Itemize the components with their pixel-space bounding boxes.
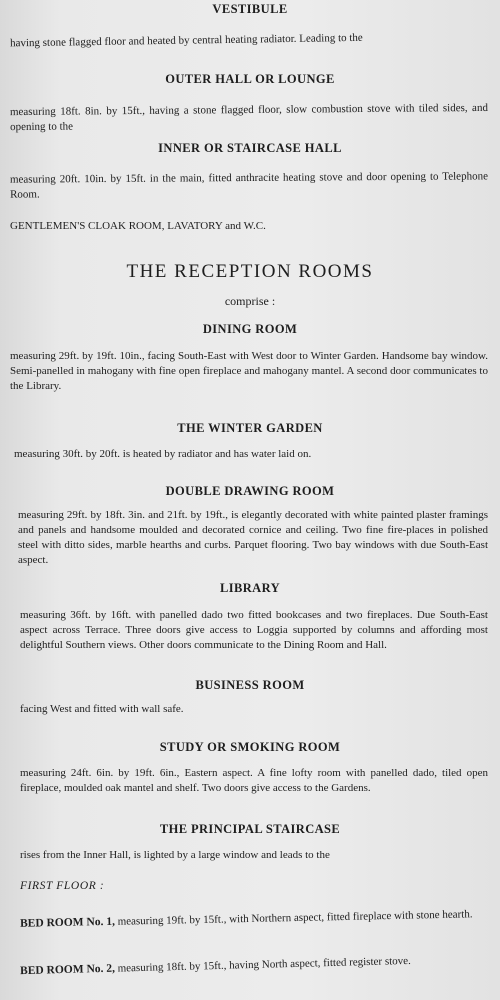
bed-room-1-label: BED ROOM No. 1,	[19, 915, 116, 930]
vestibule-text: having stone flagged floor and heated by central heating radiator. Leading to the	[9, 31, 363, 50]
inner-hall-text: measuring 20ft. 10in. by 15ft. in the main, fitted anthracite heating stove and door opening to Telephone Room.	[9, 170, 488, 201]
dining-room-heading: DINING ROOM	[202, 322, 298, 336]
staircase-heading: THE PRINCIPAL STAIRCASE	[159, 822, 341, 836]
bed-room-2-entry	[20, 952, 490, 979]
study-text: measuring 24ft. 6in. by 19ft. 6in., Eastern aspect. A fine lofty room with panelled dado, tiled open fireplace, moulded oak mantel and shelf. Two doors give access to the Gardens.	[20, 767, 488, 794]
winter-garden-heading: THE WINTER GARDEN	[177, 421, 323, 435]
cloak-room-text: GENTLEMEN'S CLOAK ROOM, LAVATORY and W.C.	[10, 220, 266, 232]
bed-room-1-text: measuring 19ft. by 15ft., with Northern aspect, fitted fireplace with stone hearth.	[117, 908, 473, 928]
reception-rooms-subtitle: comprise :	[224, 294, 276, 308]
bed-room-1-entry	[20, 907, 476, 932]
staircase-text: rises from the Inner Hall, is lighted by a large window and leads to the	[20, 849, 330, 861]
reception-rooms-title: THE RECEPTION ROOMS	[126, 261, 374, 282]
winter-garden-text: measuring 30ft. by 20ft. is heated by radiator and has water laid on.	[14, 448, 312, 460]
outer-hall-text: measuring 18ft. 8in. by 15ft., having a stone flagged floor, slow combustion stove with tiled sides, and opening to the	[9, 101, 488, 134]
vestibule-heading: VESTIBULE	[212, 2, 288, 16]
inner-hall-heading: INNER OR STAIRCASE HALL	[158, 141, 342, 155]
study-heading: STUDY OR SMOKING ROOM	[159, 740, 341, 754]
library-text: measuring 36ft. by 16ft. with panelled dado two fitted bookcases and two fireplaces. Due South-East aspect across Terrace. Three doors give access to Loggia supported by columns and affording most delightful Southern views. Other doors communicate to the Dining Room and Hall.	[20, 609, 488, 651]
outer-hall-heading: OUTER HALL OR LOUNGE	[165, 72, 335, 86]
business-room-heading: BUSINESS ROOM	[195, 678, 305, 692]
library-heading: LIBRARY	[219, 581, 280, 595]
bed-room-2-text: measuring 18ft. by 15ft., having North aspect, fitted register stove.	[117, 954, 411, 975]
first-floor-heading: FIRST FLOOR :	[20, 880, 105, 892]
bed-room-2-label: BED ROOM No. 2,	[19, 962, 116, 978]
drawing-room-heading: DOUBLE DRAWING ROOM	[165, 484, 335, 498]
dining-room-text: measuring 29ft. by 19ft. 10in., facing South-East with West door to Winter Garden. Handsome bay window. Semi-panelled in mahogany with fine open fireplace and mahogany mantel. A second door communicates to the Library.	[10, 350, 488, 392]
drawing-room-text: measuring 29ft. by 18ft. 3in. and 21ft. by 19ft., is elegantly decorated with white painted plaster framings and panels and handsome moulded and decorated cornice and ceiling. Two fine fire-places in polished steel with ditto sides, marble hearths and curbs. Parquet flooring. Two bay windows with due South-East aspect.	[18, 509, 488, 566]
business-room-text: facing West and fitted with wall safe.	[20, 703, 184, 715]
